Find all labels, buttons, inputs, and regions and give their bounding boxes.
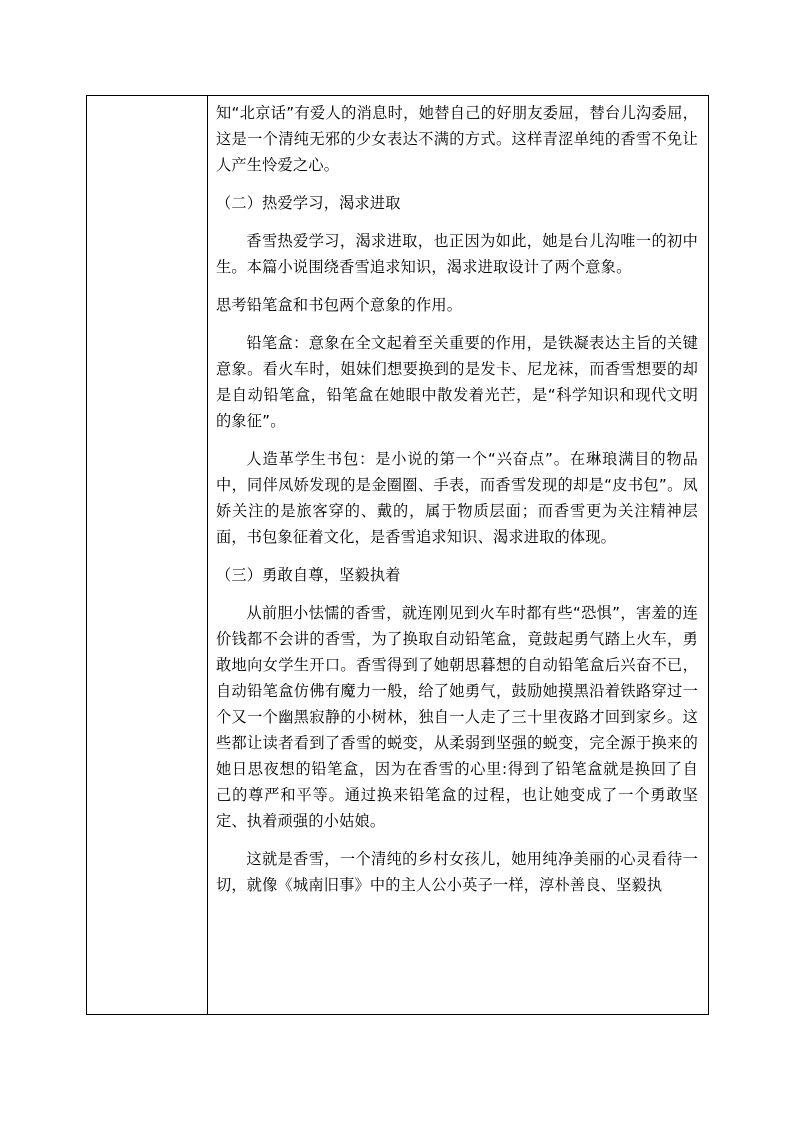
table-left-cell xyxy=(87,96,208,1014)
paragraph-8: 从前胆小怯懦的香雪，就连刚见到火车时都有些“恐惧”，害羞的连价钱都不会讲的香雪，为了换取自动铅笔盒，竟鼓起勇气踏上火车，勇敢地向女学生开口。香雪得到了她朝思暮想的自动铅笔盒后兴奋不已，自动铅笔盒仿佛有魔力一般，给了她勇气，鼓励她摸黑沿着铁路穿过一个又一个幽黑寂静的小树林，独自一人走了三十里夜路才回到家乡。这些都让读者看到了香雪的蜕变，从柔弱到坚强的蜕变，完全源于换来的她日思夜想的铅笔盒，因为在香雪的心里:得到了铅笔盒就是换回了自己的尊严和平等。通过换来铅笔盒的过程，也让她变成了一个勇敢坚定、执着顽强的小姑娘。 xyxy=(216,604,698,830)
section-heading-3: （三）勇敢自尊，坚毅执着 xyxy=(216,566,401,584)
paragraph-4: 思考铅笔盒和书包两个意象的作用。 xyxy=(216,296,463,314)
paragraph-1: 知“北京话”有爱人的消息时，她替自己的好朋友委屈，替台儿沟委屈，这是一个清纯无邪的少女表达不满的方式。这样青涩单纯的香雪不免让人产生怜爱之心。 xyxy=(216,104,698,174)
table-right-cell xyxy=(208,96,708,1014)
section-heading-2: （二）热爱学习，渴求进取 xyxy=(216,194,401,212)
paragraph-9: 这就是香雪，一个清纯的乡村女孩儿，她用纯净美丽的心灵看待一切，就像《城南旧事》中的主人公小英子一样，淳朴善良、坚毅执 xyxy=(216,850,698,894)
paragraph-5: 铅笔盒：意象在全文起着至关重要的作用，是铁凝表达主旨的关键意象。看火车时，姐妹们想要换到的是发卡、尼龙袜，而香雪想要的却是自动铅笔盒，铅笔盒在她眼中散发着光芒，是“科学知识和现代文明的象征”。 xyxy=(216,334,698,430)
paragraph-6: 人造革学生书包：是小说的第一个“兴奋点”。在琳琅满目的物品中，同伴凤娇发现的是金圈圈、手表，而香雪发现的却是“皮书包”。凤娇关注的是旅客穿的、戴的，属于物质层面；而香雪更为关注精神层面，书包象征着文化，是香雪追求知识、渴求进取的体现。 xyxy=(216,450,698,546)
content-table xyxy=(86,95,709,1015)
paragraph-3: 香雪热爱学习，渴求进取，也正因为如此，她是台儿沟唯一的初中生。本篇小说围绕香雪追求知识，渴求进取设计了两个意象。 xyxy=(216,232,698,276)
